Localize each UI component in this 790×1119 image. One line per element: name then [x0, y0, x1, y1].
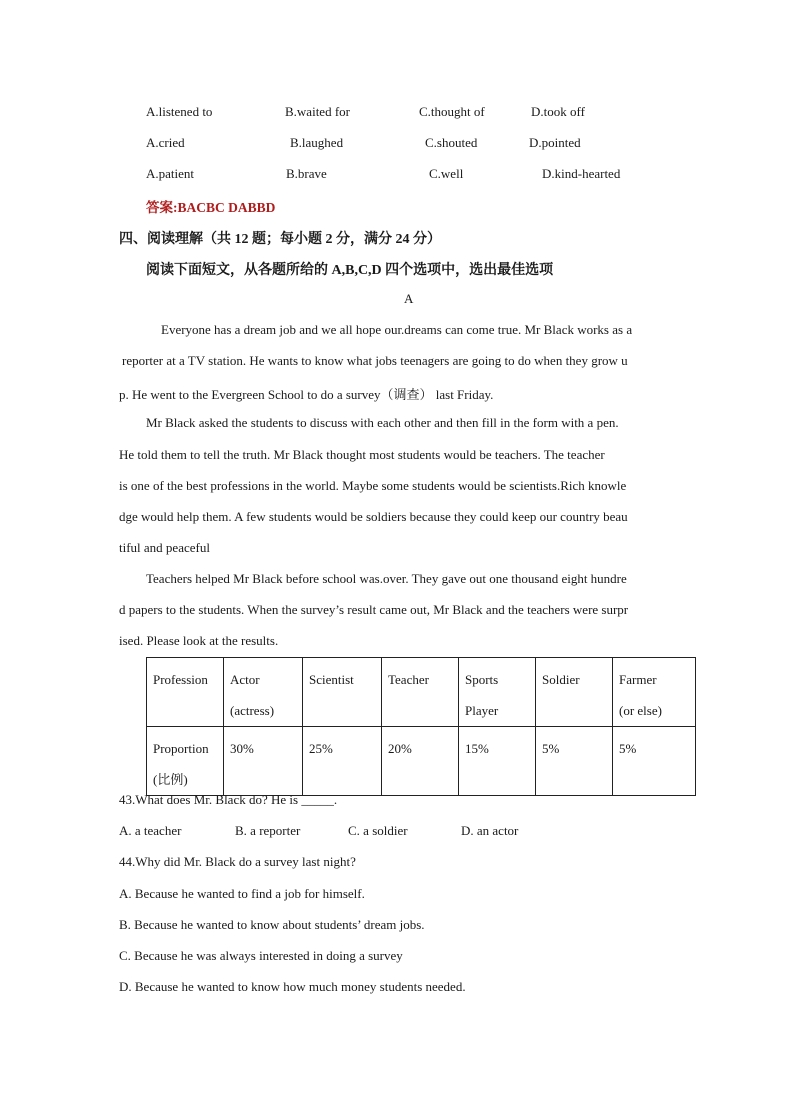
q43-stem: 43.What does Mr. Black do? He is _____.: [119, 792, 338, 807]
table-cell: Scientist: [303, 658, 382, 727]
passage-line: p. He went to the Evergreen School to do a survey（调查） last Friday.: [119, 387, 494, 402]
q41-option-c: C.shouted: [425, 135, 478, 150]
q40-option-b: B.waited for: [285, 104, 350, 119]
q41-option-b: B.laughed: [290, 135, 344, 150]
table-cell: Farmer (or else): [613, 658, 696, 727]
table-cell: 30%: [224, 727, 303, 796]
q43-option-a: A. a teacher: [119, 823, 182, 838]
answer-key: 答案:BACBC DABBD: [146, 200, 276, 215]
q42-option-b: B.brave: [286, 166, 327, 181]
passage-line: Everyone has a dream job and we all hope our.dreams can come true. Mr Black works as a: [161, 322, 633, 337]
passage-line: tiful and peaceful: [119, 540, 210, 555]
q42-option-a: A.patient: [146, 166, 195, 181]
q40-option-d: D.took off: [531, 104, 585, 119]
passage-line: d papers to the students. When the survey’s result came out, Mr Black and the teachers were surpr: [119, 602, 629, 617]
table-cell: Actor (actress): [224, 658, 303, 727]
passage-line: Teachers helped Mr Black before school was.over. They gave out one thousand eight hundre: [146, 571, 627, 586]
q42-option-c: C.well: [429, 166, 464, 181]
results-table: [146, 657, 696, 796]
q44-option-a: A. Because he wanted to find a job for himself.: [119, 886, 365, 901]
table-cell: Soldier: [536, 658, 613, 727]
passage-line: is one of the best professions in the world. Maybe some students would be scientists.Rich knowle: [119, 478, 627, 493]
passage-line: Mr Black asked the students to discuss with each other and then fill in the form with a pen.: [146, 415, 619, 430]
q40-option-c: C.thought of: [419, 104, 485, 119]
q41-option-a: A.cried: [146, 135, 185, 150]
q42-option-d: D.kind-hearted: [542, 166, 621, 181]
table-cell: 5%: [613, 727, 696, 796]
table-cell: 20%: [382, 727, 459, 796]
table-cell: 15%: [459, 727, 536, 796]
passage-line: reporter at a TV station. He wants to know what jobs teenagers are going to do when they grow u: [122, 353, 628, 368]
table-cell: Profession: [147, 658, 224, 727]
passage-line: dge would help them. A few students would be soldiers because they could keep our country beau: [119, 509, 628, 524]
q43-option-b: B. a reporter: [235, 823, 301, 838]
passage-line: ised. Please look at the results.: [119, 633, 279, 648]
table-cell: Proportion (比例): [147, 727, 224, 796]
table-header-row: [147, 658, 696, 727]
q44-option-d: D. Because he wanted to know how much money students needed.: [119, 979, 466, 994]
q44-option-c: C. Because he was always interested in doing a survey: [119, 948, 403, 963]
table-row: [147, 727, 696, 796]
q44-option-b: B. Because he wanted to know about students’ dream jobs.: [119, 917, 425, 932]
q43-option-d: D. an actor: [461, 823, 519, 838]
q43-option-c: C. a soldier: [348, 823, 408, 838]
q41-option-d: D.pointed: [529, 135, 581, 150]
q40-option-a: A.listened to: [146, 104, 213, 119]
table-cell: Teacher: [382, 658, 459, 727]
table-cell: 5%: [536, 727, 613, 796]
table-cell: 25%: [303, 727, 382, 796]
q44-stem: 44.Why did Mr. Black do a survey last night?: [119, 854, 356, 869]
instruction: 阅读下面短文，从各题所给的 A,B,C,D 四个选项中，选出最佳选项: [146, 263, 554, 278]
table-cell: Sports Player: [459, 658, 536, 727]
passage-label: A: [404, 291, 414, 306]
passage-line: He told them to tell the truth. Mr Black thought most students would be teachers. The teacher: [119, 447, 605, 462]
section-title: 四、阅读理解（共 12 题；每小题 2 分，满分 24 分）: [119, 232, 441, 247]
